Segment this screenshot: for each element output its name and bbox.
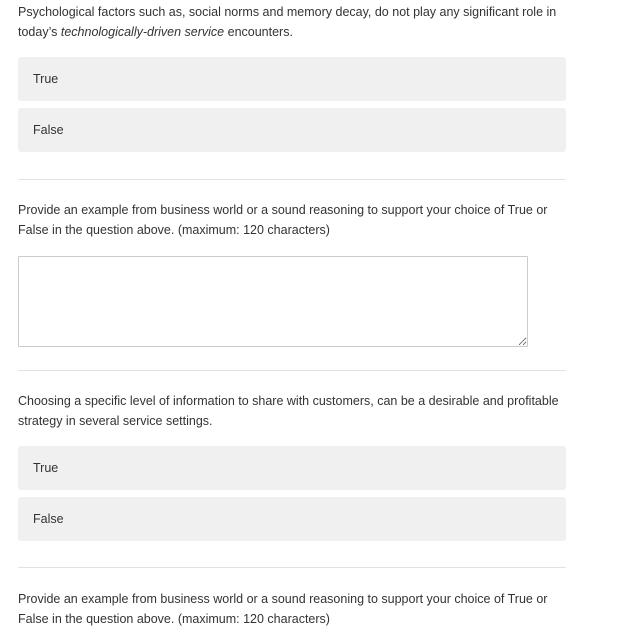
question-1-text xyxy=(18,2,566,42)
question-1-text-part1: Psychological factors such as, social norms and memory decay, do not play any significant role in today’s xyxy=(18,5,557,39)
question-1-choice-false[interactable] xyxy=(18,108,566,152)
question-4-text: Provide an example from business world or a sound reasoning to support your choice of True or False in the question above. (maximum: 120 characters) xyxy=(18,592,548,626)
choice-label: False xyxy=(33,123,64,137)
question-1-text-emphasis: technologically-driven service xyxy=(60,25,225,39)
question-divider xyxy=(18,567,566,568)
question-divider xyxy=(18,370,566,371)
choice-label: True xyxy=(33,461,59,475)
question-divider xyxy=(18,179,566,180)
question-3-choice-false[interactable] xyxy=(18,497,566,541)
choice-label: True xyxy=(33,72,59,86)
question-1-choice-true[interactable] xyxy=(18,57,566,101)
choice-label: False xyxy=(33,512,64,526)
question-3-choice-true[interactable] xyxy=(18,446,566,490)
question-1-text-part2: encounters. xyxy=(224,25,293,39)
question-2-text: Provide an example from business world or a sound reasoning to support your choice of True or False in the question above. (maximum: 120 characters) xyxy=(18,203,548,237)
question-3-text: Choosing a specific level of information to share with customers, can be a desirable and profitable strategy in several service settings. xyxy=(18,394,559,428)
question-2-answer-input[interactable] xyxy=(18,256,528,347)
